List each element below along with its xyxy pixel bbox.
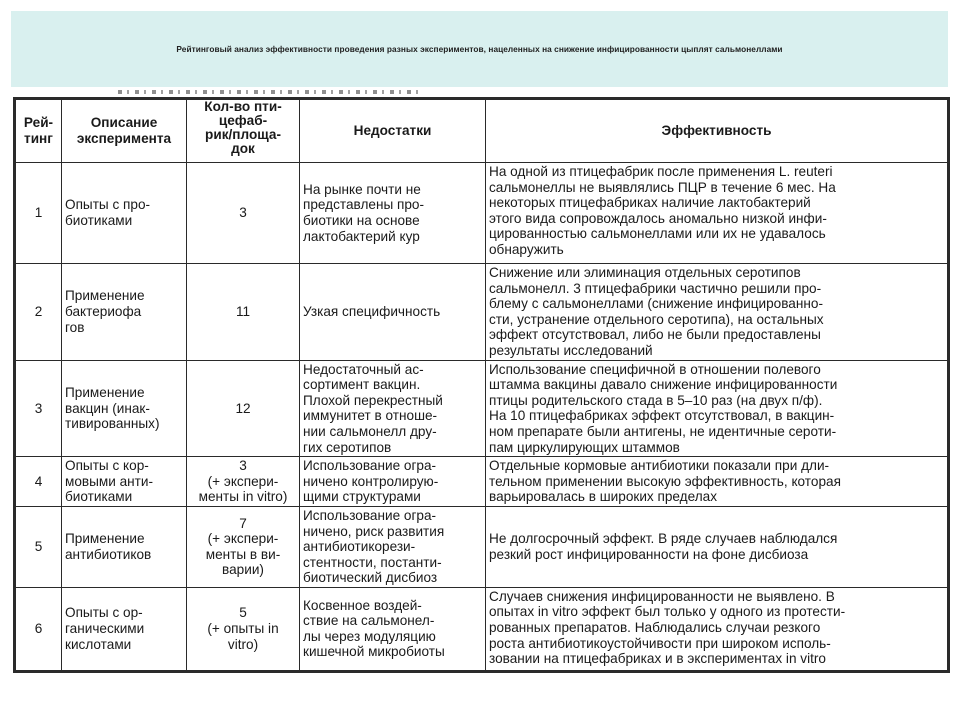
row-rank: 3 <box>15 360 62 457</box>
row-description: Применение бактериофа гов <box>62 264 187 361</box>
row-efficiency: Не долгосрочный эффект. В ряде случаев наблюдался резкий рост инфицированности на фоне дисбиоза <box>486 506 949 587</box>
row-count: 7 (+ экспери- менты в ви- варии) <box>187 506 300 587</box>
faded-text-smudge <box>118 90 418 94</box>
row-description: Опыты с ор- ганическими кислотами <box>62 587 187 671</box>
row-drawbacks: Использование огра- ничено, риск развития антибиотикорези- стентности, постанти- биотический дисбиоз <box>300 506 486 587</box>
table-row <box>15 506 949 587</box>
row-drawbacks: Использование огра- ничено контролирую- щими структурами <box>300 457 486 507</box>
header-rank: Рей- тинг <box>15 99 62 163</box>
row-drawbacks: Косвенное воздей- ствие на сальмонел- лы через модуляцию кишечной микробиоты <box>300 587 486 671</box>
row-count: 3 (+ экспери- менты in vitro) <box>187 457 300 507</box>
row-count: 5 (+ опыты in vitro) <box>187 587 300 671</box>
row-rank: 6 <box>15 587 62 671</box>
title-banner <box>11 11 948 87</box>
header-count: Кол-во пти- цефаб- рик/площа- док <box>187 99 300 163</box>
table-row <box>15 587 949 671</box>
row-count: 11 <box>187 264 300 361</box>
row-description: Применение вакцин (инак- тивированных) <box>62 360 187 457</box>
table-header-row <box>15 99 949 163</box>
row-efficiency: Случаев снижения инфицированности не выявлено. В опытах in vitro эффект был только у одного из протести- рованных препаратов. Наблюдались случаи резкого роста антибиотикоустойчивости при широком исполь- зовании на птицефабриках и в экспериментах in vitro <box>486 587 949 671</box>
row-rank: 1 <box>15 163 62 264</box>
header-efficiency: Эффективность <box>486 99 949 163</box>
row-count: 12 <box>187 360 300 457</box>
row-description: Опыты с про- биотиками <box>62 163 187 264</box>
row-efficiency: Снижение или элиминация отдельных серотипов сальмонелл. 3 птицефабрики частично решили про- блему с сальмонеллами (снижение инфицированно- сти, устранение отдельного серотипа), на остальных эффект отсутствовал, либо не были предоставлены результаты исследований <box>486 264 949 361</box>
row-efficiency: Отдельные кормовые антибиотики показали при дли- тельном применении высокую эффективность, которая варьировалась в широких пределах <box>486 457 949 507</box>
table-row <box>15 360 949 457</box>
row-description: Опыты с кор- мовыми анти- биотиками <box>62 457 187 507</box>
row-rank: 5 <box>15 506 62 587</box>
table-row <box>15 264 949 361</box>
row-count: 3 <box>187 163 300 264</box>
row-rank: 2 <box>15 264 62 361</box>
page-title: Рейтинговый анализ эффективности проведения разных экспериментов, нацеленных на снижение инфицированности цыплят сальмонеллами <box>176 44 783 54</box>
table-row <box>15 163 949 264</box>
row-drawbacks: Недостаточный ас- сортимент вакцин. Плохой перекрестный иммунитет в отноше- нии сальмонелл дру- гих серотипов <box>300 360 486 457</box>
efficiency-table <box>13 97 950 673</box>
row-efficiency: Использование специфичной в отношении полевого штамма вакцины давало снижение инфицированности птицы родительского стада в 5–10 раз (на двух п/ф). На 10 птицефабриках эффект отсутствовал, в вакцин- ном препарате были антигены, не идентичные сероти- пам циркулирующих штаммов <box>486 360 949 457</box>
row-rank: 4 <box>15 457 62 507</box>
row-description: Применение антибиотиков <box>62 506 187 587</box>
row-drawbacks: Узкая специфичность <box>300 264 486 361</box>
table-row <box>15 457 949 507</box>
row-drawbacks: На рынке почти не представлены про- биотики на основе лактобактерий кур <box>300 163 486 264</box>
row-efficiency: На одной из птицефабрик после применения L. reuteri сальмонеллы не выявлялись ПЦР в течение 6 мес. На некоторых птицефабриках наличие лактобактерий этого вида сопровождалось аномально низкой инфи- цированностью сальмонеллами или их не удавалось обнаружить <box>486 163 949 264</box>
header-drawbacks: Недостатки <box>300 99 486 163</box>
header-description: Описание эксперимента <box>62 99 187 163</box>
